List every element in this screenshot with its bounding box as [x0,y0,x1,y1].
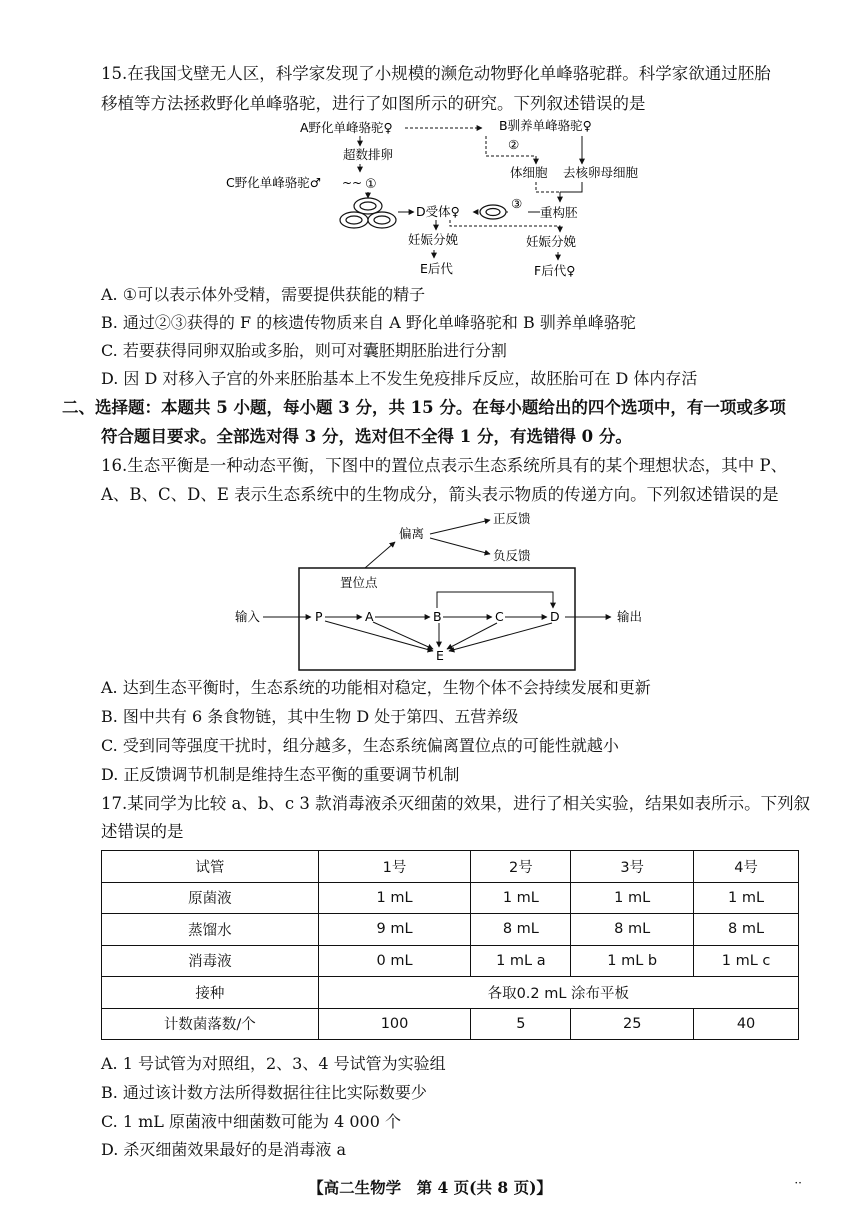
q16-stem-line2: A、B、C、D、E 表示生态系统中的生物成分，箭头表示物质的传递方向。下列叙述错误的是 [101,485,779,504]
table-cell: 2号 [471,851,571,883]
output-label: 输出 [617,609,643,624]
q17-table [101,850,799,1040]
q17-stem-line2: 述错误的是 [101,822,184,841]
node-e: E [436,648,444,663]
enucleated-oocyte-label: 去核卵母细胞 [563,165,639,180]
embryo-icon [480,205,506,219]
table-cell: 1 mL c [694,945,799,977]
q15-option-b: B. 通过②③获得的 F 的核遗传物质来自 A 野化单峰骆驼和 B 驯养单峰骆驼 [101,313,636,332]
table-cell: 1 mL [694,882,799,914]
table-cell: 蒸馏水 [102,914,319,946]
table-cell: 消毒液 [102,945,319,977]
table-cell: 4号 [694,851,799,883]
q15-stem-line1: 15.在我国戈壁无人区，科学家发现了小规模的濒危动物野化单峰骆驼群。科学家欲通过胚胎 [101,64,771,83]
corner-mark: ·· [794,1176,802,1190]
table-row [102,977,799,1009]
node-c: C [495,609,504,624]
table-cell: 各取0.2 mL 涂布平板 [318,977,798,1009]
q16-option-b: B. 图中共有 6 条食物链，其中生物 D 处于第四、五营养级 [101,707,519,726]
q16-option-c: C. 受到同等强度干扰时，组分越多，生态系统偏离置位点的可能性就越小 [101,736,619,755]
q15-diagram [220,112,660,284]
table-cell: 计数菌落数/个 [102,1008,319,1040]
table-row [102,914,799,946]
table-cell: 1 mL b [571,945,694,977]
b-camel-label: B驯养单峰骆驼♀ [499,118,592,133]
birth-left-label: 妊娠分娩 [408,232,459,247]
embryo-cluster-icon [340,198,396,228]
sperm-icon: ~~ [342,176,363,190]
section2-heading-line2: 符合题目要求。全部选对得 3 分，选对但不全得 1 分，有选错得 0 分。 [101,427,632,446]
c-camel-label: C野化单峰骆驼♂ [226,175,321,190]
table-cell: 5 [471,1008,571,1040]
q15-option-a: A. ①可以表示体外受精，需要提供获能的精子 [101,285,426,304]
q17-stem-line1: 17.某同学为比较 a、b、c 3 款消毒液杀灭细菌的效果，进行了相关实验，结果如表所示。下列叙 [101,794,811,813]
setpoint-label: 置位点 [340,575,378,590]
q16-stem-line1: 16.生态平衡是一种动态平衡，下图中的置位点表示生态系统所具有的某个理想状态，其中 P、 [101,456,788,475]
table-cell: 40 [694,1008,799,1040]
node-a: A [365,609,374,624]
step3-label: ③ [511,196,523,211]
table-cell: 1 mL [471,882,571,914]
reconstructed-embryo-label: 重构胚 [540,205,578,220]
offspring-f-label: F后代♀ [534,263,576,278]
q17-option-d: D. 杀灭细菌效果最好的是消毒液 a [101,1140,347,1159]
table-cell: 3号 [571,851,694,883]
table-row [102,851,799,883]
offspring-e-label: E后代 [420,261,453,276]
table-cell: 8 mL [694,914,799,946]
deviation-label: 偏离 [399,526,425,541]
table-row [102,882,799,914]
q17-option-a: A. 1 号试管为对照组，2、3、4 号试管为实验组 [101,1054,446,1073]
recipient-label: D受体♀ [416,204,460,219]
q15-option-c: C. 若要获得同卵双胎或多胎，则可对囊胚期胚胎进行分割 [101,341,507,360]
q16-option-d: D. 正反馈调节机制是维持生态平衡的重要调节机制 [101,765,460,784]
positive-feedback-label: 正反馈 [493,511,531,526]
table-cell: 8 mL [571,914,694,946]
node-b: B [433,609,442,624]
table-cell: 8 mL [471,914,571,946]
table-cell: 100 [318,1008,471,1040]
q15-option-d: D. 因 D 对移入子宫的外来胚胎基本上不发生免疫排斥反应，故胚胎可在 D 体内存活 [101,369,698,388]
node-d: D [550,609,560,624]
somatic-cell-label: 体细胞 [510,165,548,180]
table-row [102,1008,799,1040]
q17-option-b: B. 通过该计数方法所得数据往往比实际数要少 [101,1083,427,1102]
table-row [102,945,799,977]
birth-right-label: 妊娠分娩 [526,234,577,249]
q16-option-a: A. 达到生态平衡时，生态系统的功能相对稳定，生物个体不会持续发展和更新 [101,678,651,697]
q15-stem-line2: 移植等方法拯救野化单峰骆驼，进行了如图所示的研究。下列叙述错误的是 [101,94,646,113]
q17-option-c: C. 1 mL 原菌液中细菌数可能为 4 000 个 [101,1112,401,1131]
table-cell: 1 mL a [471,945,571,977]
table-cell: 1 mL [571,882,694,914]
input-label: 输入 [235,609,261,624]
table-cell: 25 [571,1008,694,1040]
q16-diagram [225,508,665,672]
step2-label: ② [508,137,520,152]
table-cell: 原菌液 [102,882,319,914]
table-cell: 接种 [102,977,319,1009]
superovulation-label: 超数排卵 [343,147,394,162]
section2-heading-line1: 二、选择题：本题共 5 小题，每小题 3 分，共 15 分。在每小题给出的四个选项中，有一项或多项 [62,398,786,417]
table-cell: 9 mL [318,914,471,946]
table-cell: 1 mL [318,882,471,914]
a-camel-label: A野化单峰骆驼♀ [300,120,393,135]
step1-label: ① [365,177,377,192]
table-cell: 试管 [102,851,319,883]
table-cell: 1号 [318,851,471,883]
page-footer: 【高二生物学 第 4 页(共 8 页)】 [308,1178,552,1197]
node-p: P [315,609,323,624]
negative-feedback-label: 负反馈 [493,548,531,563]
table-cell: 0 mL [318,945,471,977]
